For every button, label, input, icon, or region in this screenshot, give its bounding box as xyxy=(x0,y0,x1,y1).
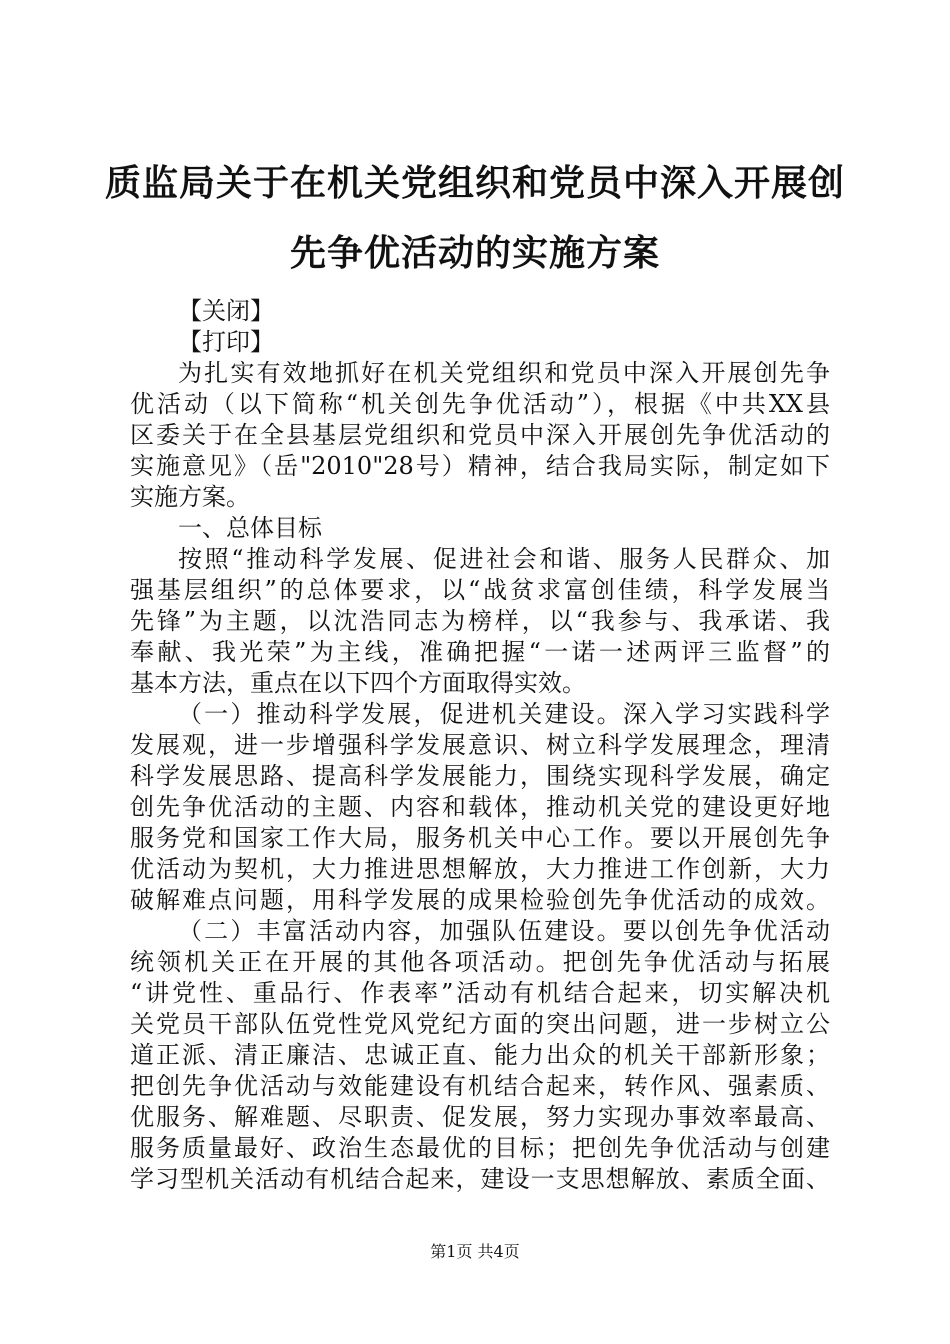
paragraph-line: 统领机关正在开展的其他各项活动。把创先争优活动与拓展 xyxy=(130,948,830,976)
document-title-line-2: 先争优活动的实施方案 xyxy=(289,232,660,274)
paragraph-line: 发展观，进一步增强科学发展意识、树立科学发展理念，理清 xyxy=(130,731,830,759)
document-title-line-1: 质监局关于在机关党组织和党员中深入开展创 xyxy=(104,162,845,204)
paragraph-line: （二）丰富活动内容，加强队伍建设。要以创先争优活动 xyxy=(178,917,830,945)
paragraph-line: 学习型机关活动有机结合起来，建设一支思想解放、素质全面、 xyxy=(130,1165,830,1193)
paragraph-line: 优服务、解难题、尽职责、促发展，努力实现办事效率最高、 xyxy=(130,1103,830,1131)
paragraph-line: “讲党性、重品行、作表率”活动有机结合起来，切实解决机 xyxy=(130,979,830,1007)
print-link[interactable]: 【打印】 xyxy=(178,328,274,356)
document-body xyxy=(130,296,830,1195)
paragraph-line: 服务党和国家工作大局，服务机关中心工作。要以开展创先争 xyxy=(130,824,830,852)
paragraph-line: 按照“推动科学发展、促进社会和谐、服务人民群众、加 xyxy=(178,545,830,573)
section-heading: 一、总体目标 xyxy=(178,514,322,542)
paragraph-line: 实施意见》（岳"2010"28号）精神，结合我局实际，制定如下 xyxy=(130,452,830,480)
paragraph-line: 道正派、清正廉洁、忠诚正直、能力出众的机关干部新形象； xyxy=(130,1041,830,1069)
paragraph-line: 关党员干部队伍党性党风党纪方面的突出问题，进一步树立公 xyxy=(130,1010,830,1038)
paragraph-line: 区委关于在全县基层党组织和党员中深入开展创先争优活动的 xyxy=(130,421,830,449)
paragraph-line: 服务质量最好、政治生态最优的目标；把创先争优活动与创建 xyxy=(130,1134,830,1162)
paragraph-line: 奉献、我光荣”为主线，准确把握“一诺一述两评三监督”的 xyxy=(130,638,830,666)
paragraph-line: 优活动为契机，大力推进思想解放，大力推进工作创新，大力 xyxy=(130,855,830,883)
paragraph-line: 强基层组织”的总体要求，以“战贫求富创佳绩，科学发展当 xyxy=(130,576,830,604)
close-link[interactable]: 【关闭】 xyxy=(178,297,274,325)
paragraph-line: 把创先争优活动与效能建设有机结合起来，转作风、强素质、 xyxy=(130,1072,830,1100)
paragraph-line: 实施方案。 xyxy=(130,483,250,511)
paragraph-line: 创先争优活动的主题、内容和载体，推动机关党的建设更好地 xyxy=(130,793,830,821)
paragraph-line: 科学发展思路、提高科学发展能力，围绕实现科学发展，确定 xyxy=(130,762,830,790)
paragraph-line: 优活动（以下简称“机关创先争优活动”），根据《中共XX县 xyxy=(130,390,830,418)
page-number: 第1页 共4页 xyxy=(430,1242,520,1261)
paragraph-line: 先锋”为主题，以沈浩同志为榜样，以“我参与、我承诺、我 xyxy=(130,607,830,635)
paragraph-line: 基本方法，重点在以下四个方面取得实效。 xyxy=(130,669,586,697)
paragraph-line: 为扎实有效地抓好在机关党组织和党员中深入开展创先争 xyxy=(178,359,830,387)
paragraph-line: 破解难点问题，用科学发展的成果检验创先争优活动的成效。 xyxy=(130,886,830,914)
paragraph-line: （一）推动科学发展，促进机关建设。深入学习实践科学 xyxy=(178,700,830,728)
